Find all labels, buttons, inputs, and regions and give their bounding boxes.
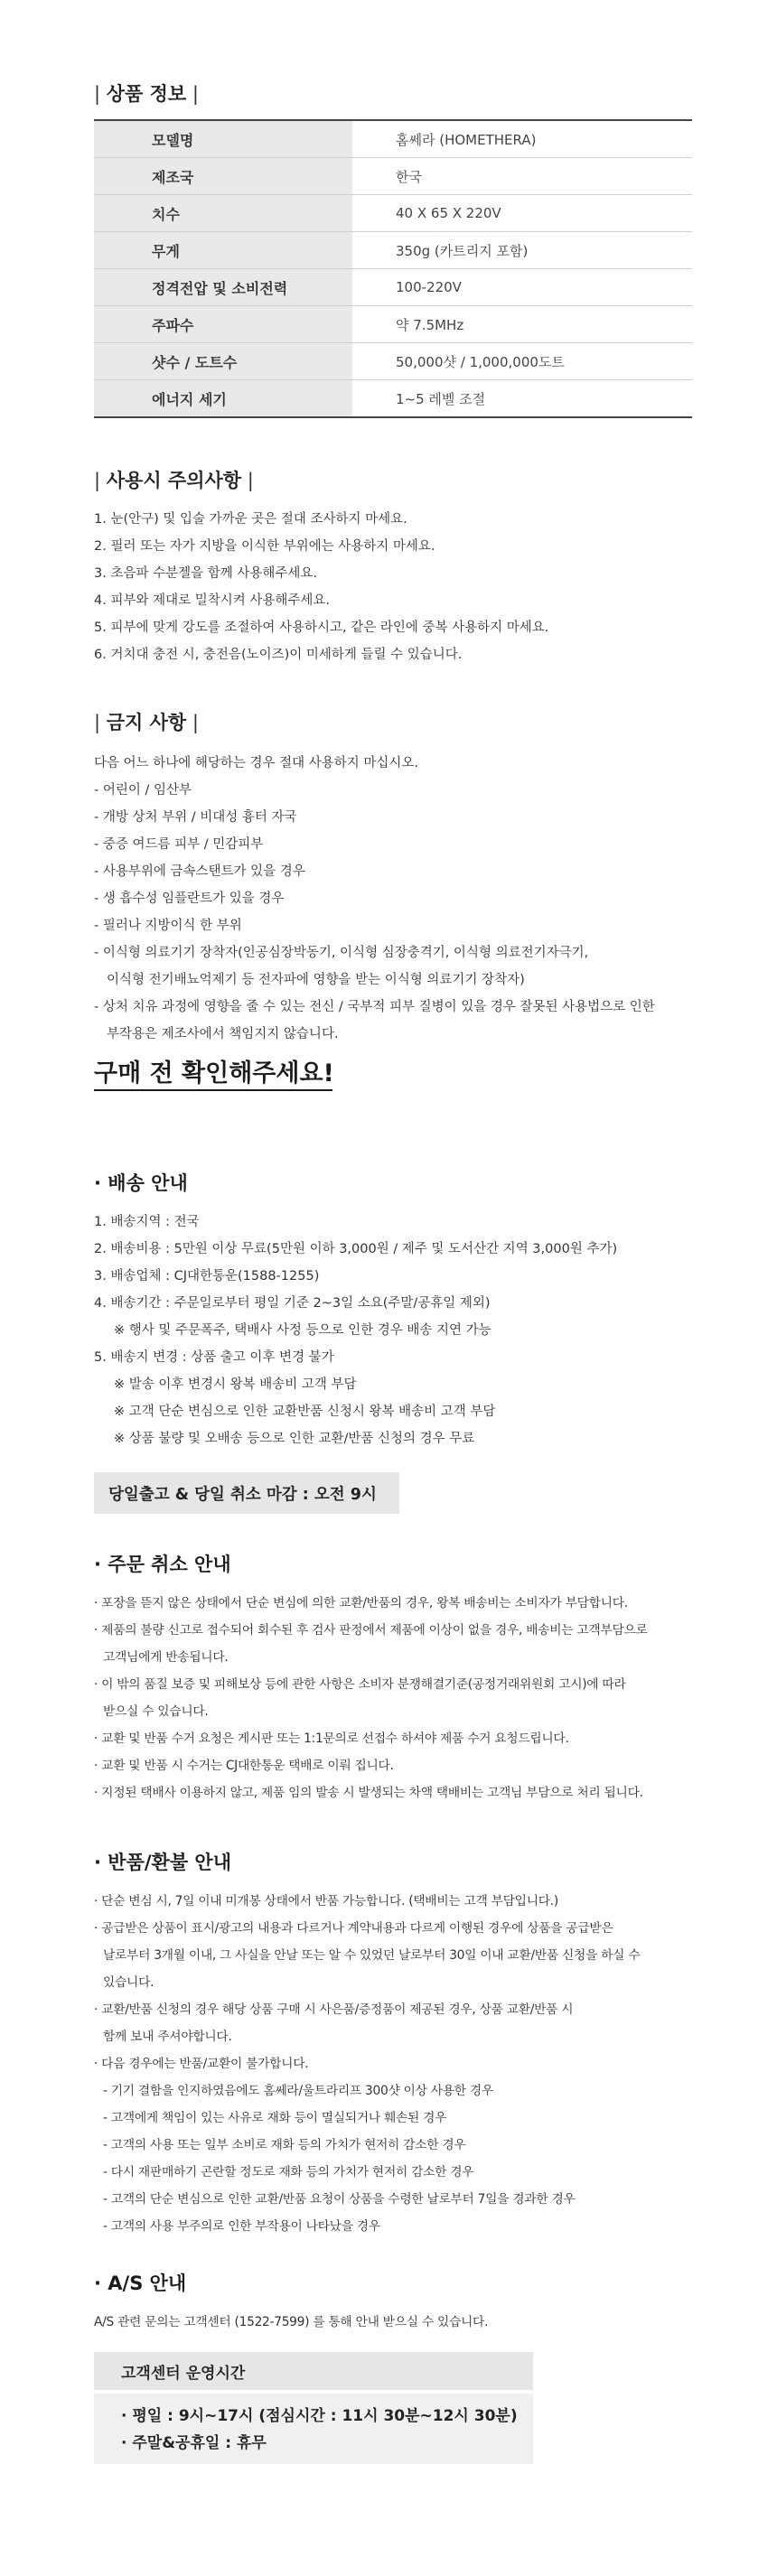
as-description [94,2309,714,2336]
list-item: 6. 거치대 충전 시, 충전음(노이즈)이 미세하게 들릴 수 있습니다. [94,648,463,662]
list-item: · 교환 및 반품 시 수거는 CJ대한통운 택배로 이뤄 집니다. [94,1759,394,1773]
list-item: 2. 필러 또는 자가 지방을 이식한 부위에는 사용하지 마세요. [94,539,435,554]
shipping-list [94,1209,708,1452]
list-item: · 공급받은 상품이 표시/광고의 내용과 다르거나 계약내용과 다르게 이행된 경우에 상품을 공급받은 [94,1921,613,1936]
list-item: ※ 고객 단순 변심으로 인한 교환반품 신청시 왕복 배송비 고객 부담 [114,1405,496,1419]
spec-row [94,195,692,232]
list-item: · 단순 변심 시, 7일 이내 미개봉 상태에서 반품 가능합니다. (택배비는 고객 부담입니다.) [94,1894,558,1909]
list-item: 1. 배송지역 : 전국 [94,1215,200,1229]
spec-table [94,119,692,418]
spec-label: 치수 [94,195,352,231]
list-item: · 제품의 불량 신고로 접수되어 회수된 후 검사 판정에서 제품에 이상이 없을 경우, 배송비는 고객부담으로 [94,1623,648,1638]
spec-label: 모델명 [94,121,352,157]
spec-row [94,158,692,195]
list-item: - 어린이 / 임산부 [94,783,192,798]
spec-row [94,380,692,416]
spec-value: 350g (카트리지 포함) [396,242,529,259]
list-item: - 상처 치유 과정에 영향을 줄 수 있는 전신 / 국부적 피부 질병이 있을 경우 잘못된 사용법으로 인한 [94,1000,655,1014]
list-item: - 고객에게 책임이 있는 사유로 재화 등이 멸실되거나 훼손된 경우 [103,2111,447,2125]
list-item: - 중증 여드름 피부 / 민감피부 [94,837,264,852]
list-item: 4. 배송기간 : 주문일로부터 평일 기준 2~3일 소요(주말/공휴일 제외) [94,1296,491,1311]
spec-row [94,343,692,380]
list-item: 2. 배송비용 : 5만원 이상 무료(5만원 이하 3,000원 / 제주 및 도서산간 지역 3,000원 추가) [94,1242,618,1256]
list-item: 받으실 수 있습니다. [103,1704,209,1719]
cancel-heading: · 주문 취소 안내 [94,1554,231,1575]
spec-value: 약 7.5MHz [396,316,464,333]
prohibited-list [94,750,708,1048]
list-item: 5. 배송지 변경 : 상품 출고 이후 변경 불가 [94,1350,334,1365]
refund-heading: · 반품/환불 안내 [94,1852,231,1873]
list-item: 함께 보내 주셔야합니다. [103,2030,232,2044]
spec-row [94,232,692,269]
list-item: - 필러나 지방이식 한 부위 [94,919,242,933]
list-item: ※ 발송 이후 변경시 왕복 배송비 고객 부담 [114,1377,357,1392]
spec-value: 홈쎄라 (HOMETHERA) [396,131,537,148]
list-item: 이식형 전기배뇨억제기 등 전자파에 영향을 받는 이식형 의료기기 장착자) [107,973,525,987]
list-item: 날로부터 3개월 이내, 그 사실을 안날 또는 알 수 있었던 날로부터 30일 이내 교환/반품 신청을 하실 수 [103,1948,641,1963]
list-item: 1. 눈(안구) 및 입술 가까운 곳은 절대 조사하지 마세요. [94,512,407,527]
cs-hours-weekday: · 평일 : 9시~17시 (점심시간 : 11시 30분~12시 30분) [121,2407,518,2425]
list-item: 고객님에게 반송됩니다. [103,1650,229,1665]
cs-hours-title: 고객센터 운영시간 [94,2352,533,2390]
refund-list [94,1888,714,2240]
list-item: 5. 피부에 맞게 강도를 조절하여 사용하시고, 같은 라인에 중복 사용하지 마세요. [94,621,549,635]
list-item: ※ 상품 불량 및 오배송 등으로 인한 교환/반품 신청의 경우 무료 [114,1432,475,1446]
spec-row [94,121,692,158]
list-item: · 교환/반품 신청의 경우 해당 상품 구매 시 사은품/증정품이 제공된 경우, 상품 교환/반품 시 [94,2002,574,2017]
caution-heading: | 사용시 주의사항 | [94,470,254,491]
list-item: - 고객의 사용 또는 일부 소비로 재화 등의 가치가 현저히 감소한 경우 [103,2138,466,2152]
spec-row [94,269,692,306]
list-item: 있습니다. [103,1975,154,1990]
list-item: - 사용부위에 금속스탠트가 있을 경우 [94,864,305,879]
spec-label: 정격전압 및 소비전력 [94,269,352,305]
prohibited-intro: 다음 어느 하나에 해당하는 경우 절대 사용하지 마십시오. [94,756,419,770]
product-info-heading: | 상품 정보 | [94,83,199,105]
shipping-heading: · 배송 안내 [94,1172,188,1194]
spec-value: 한국 [396,168,422,185]
list-item: 4. 피부와 제대로 밀착시켜 사용해주세요. [94,593,330,608]
list-item: · 포장을 뜯지 않은 상태에서 단순 변심에 의한 교환/반품의 경우, 왕복 배송비는 소비자가 부담합니다. [94,1596,628,1610]
list-item: 3. 초음파 수분젤을 함께 사용해주세요. [94,566,317,581]
list-item: · 다음 경우에는 반품/교환이 불가합니다. [94,2057,309,2071]
list-item: · 이 밖의 품질 보증 및 피해보상 등에 관한 사항은 소비자 분쟁해결기준(공정거래위원회 고시)에 따라 [94,1677,626,1692]
list-item: - 이식형 의료기기 장착자(인공심장박동기, 이식형 심장충격기, 이식형 의료전기자극기, [94,946,589,960]
cancel-list [94,1590,714,1806]
cs-hours-weekend: · 주말&공휴일 : 휴무 [121,2434,267,2452]
list-item: · 교환 및 반품 수거 요청은 게시판 또는 1:1문의로 선접수 하셔야 제품 수거 요청드립니다. [94,1731,569,1746]
cs-hours-box [94,2394,533,2464]
list-item: - 기기 결함을 인지하였음에도 홈쎄라/울트라리프 300샷 이상 사용한 경우 [103,2084,493,2098]
spec-row [94,306,692,343]
list-item: - 고객의 사용 부주의로 인한 부작용이 나타났을 경우 [103,2219,380,2234]
heading-underline [94,1089,332,1091]
spec-label: 샷수 / 도트수 [94,343,352,379]
list-item: - 다시 재판매하기 곤란할 정도로 재화 등의 가치가 현저히 감소한 경우 [103,2165,474,2179]
spec-value: 40 X 65 X 220V [396,205,501,221]
caution-list [94,506,708,668]
list-item: - 생 흡수성 임플란트가 있을 경우 [94,891,285,906]
list-item: ※ 행사 및 주문폭주, 택배사 사정 등으로 인한 경우 배송 지연 가능 [114,1323,491,1338]
spec-value: 1~5 레벨 조절 [396,390,486,407]
purchase-check-heading: 구매 전 확인해주세요! [94,1059,334,1087]
spec-value: 100-220V [396,279,462,295]
spec-label: 에너지 세기 [94,380,352,416]
prohibited-heading: | 금지 사항 | [94,712,199,733]
list-item: 3. 배송업체 : CJ대한통운(1588-1255) [94,1269,320,1283]
spec-label: 무게 [94,232,352,268]
as-heading: · A/S 안내 [94,2273,187,2294]
list-item: 부작용은 제조사에서 책임지지 않습니다. [107,1027,339,1041]
list-item: - 개방 상처 부위 / 비대성 흉터 자국 [94,810,297,825]
spec-value: 50,000샷 / 1,000,000도트 [396,353,565,370]
as-desc-text: A/S 관련 문의는 고객센터 (1522-7599) 를 통해 안내 받으실 수 있습니다. [94,2315,489,2329]
spec-label: 주파수 [94,306,352,342]
spec-label: 제조국 [94,158,352,194]
list-item: · 지정된 택배사 이용하지 않고, 제품 임의 발송 시 발생되는 차액 택배비는 고객님 부담으로 처리 됩니다. [94,1786,643,1800]
list-item: - 고객의 단순 변심으로 인한 교환/반품 요청이 상품을 수령한 날로부터 7일을 경과한 경우 [103,2192,576,2207]
cutoff-notice: 당일출고 & 당일 취소 마감 : 오전 9시 [94,1472,399,1514]
